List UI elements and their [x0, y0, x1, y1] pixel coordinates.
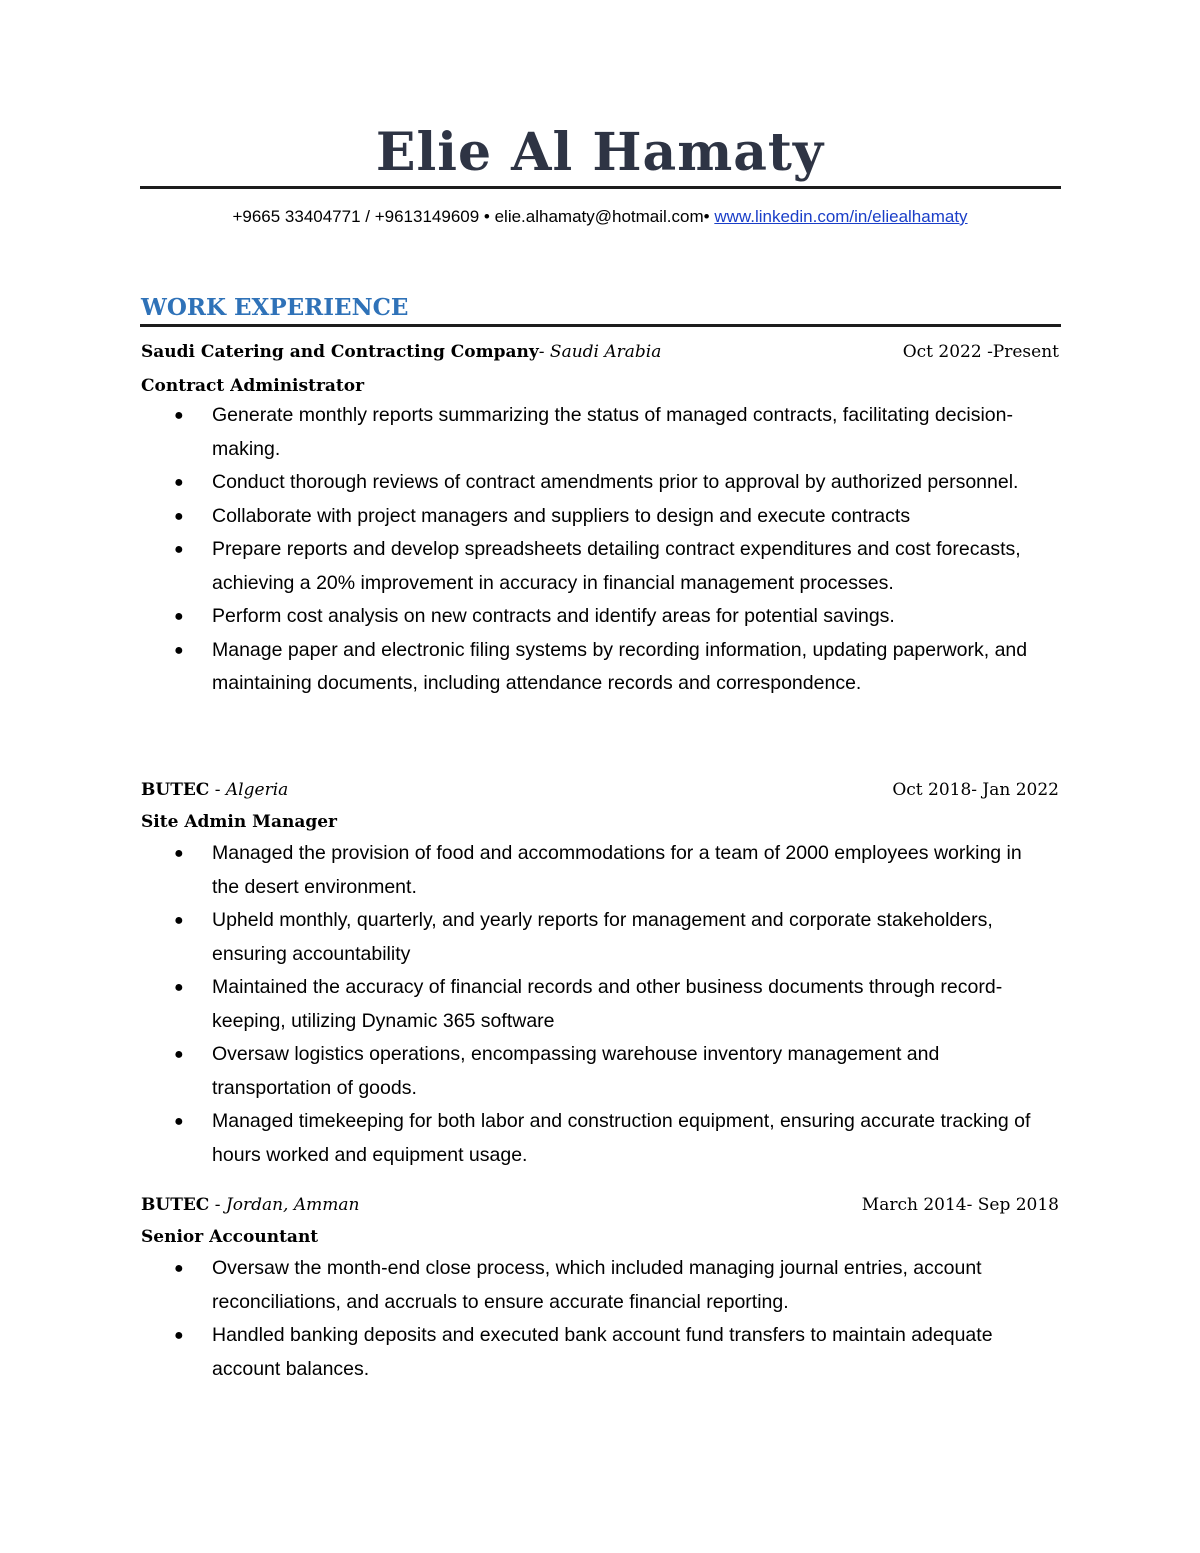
bullet-text: Generate monthly reports summarizing the status of managed contracts, facilitating decision-making. [212, 404, 1013, 460]
list-item [141, 533, 1061, 600]
bullet-icon: ● [174, 845, 184, 862]
company-separator: - [538, 342, 550, 362]
job-header [141, 338, 1059, 366]
contact-details: +9665 33404771 / +9613149609 • elie.alhamaty@hotmail.com• [232, 207, 715, 226]
company-separator: - [209, 1195, 226, 1215]
bullet-icon: ● [174, 407, 184, 424]
job-title: Contract Administrator [141, 376, 365, 396]
bullet-text: Collaborate with project managers and suppliers to design and execute contracts [212, 504, 911, 527]
bullet-icon: ● [174, 912, 184, 929]
list-item [141, 1252, 1061, 1319]
section-divider [140, 324, 1061, 327]
header-divider [140, 186, 1061, 189]
list-item [141, 1038, 1061, 1105]
bullet-icon: ● [174, 979, 184, 996]
bullet-icon: ● [174, 541, 184, 558]
bullet-text: Managed timekeeping for both labor and construction equipment, ensuring accurate tracking of hours worked and equipment usage. [212, 1110, 1031, 1166]
bullet-icon: ● [174, 1046, 184, 1063]
job-dates: Oct 2018- Jan 2022 [892, 780, 1059, 800]
bullet-icon: ● [174, 474, 184, 491]
list-item [141, 837, 1061, 904]
linkedin-link[interactable]: www.linkedin.com/in/eliealhamaty [714, 207, 968, 226]
list-item [141, 971, 1061, 1038]
bullet-icon: ● [174, 1260, 184, 1277]
bullet-text: Maintained the accuracy of financial records and other business documents through record-keeping, utilizing Dynamic 365 software [212, 976, 1003, 1032]
job-dates: Oct 2022 -Present [902, 342, 1059, 362]
company-name: Saudi Catering and Contracting Company [141, 342, 539, 362]
section-title-work-experience: WORK EXPERIENCE [141, 294, 409, 321]
list-item [141, 1319, 1061, 1386]
bullet-text: Handled banking deposits and executed bank account fund transfers to maintain adequate account balances. [212, 1324, 993, 1380]
list-item [141, 1105, 1061, 1172]
bullet-icon: ● [174, 1327, 184, 1344]
job-dates: March 2014- Sep 2018 [861, 1195, 1059, 1215]
candidate-name: Elie Al Hamaty [375, 122, 825, 183]
bullet-icon: ● [174, 507, 184, 525]
company-name: BUTEC [141, 1195, 210, 1215]
bullet-icon: ● [174, 608, 184, 625]
list-item [141, 600, 1061, 634]
bullet-text: Oversaw the month-end close process, which included managing journal entries, account reconciliations, and accruals to ensure accurate financial reporting. [212, 1257, 982, 1313]
bullet-text: Perform cost analysis on new contracts and identify areas for potential savings. [212, 605, 895, 627]
job-location: Saudi Arabia [549, 342, 662, 362]
bullet-text: Managed the provision of food and accommodations for a team of 2000 employees working in the desert environment. [212, 842, 1022, 898]
job-bullet-list [141, 1252, 1061, 1386]
job-header [141, 776, 1059, 804]
bullet-text: Upheld monthly, quarterly, and yearly reports for management and corporate stakeholders, ensuring accountability [212, 909, 993, 965]
contact-line [140, 205, 1060, 229]
job-bullet-list [141, 837, 1061, 1172]
bullet-text: Conduct thorough reviews of contract amendments prior to approval by authorized personnel. [212, 471, 1019, 493]
job-title: Site Admin Manager [141, 812, 337, 832]
job-header [141, 1191, 1059, 1219]
bullet-icon: ● [174, 641, 184, 659]
job-title: Senior Accountant [141, 1227, 319, 1247]
job-location: Jordan, Amman [225, 1195, 360, 1215]
bullet-text: Oversaw logistics operations, encompassing warehouse inventory management and transportation of goods. [212, 1043, 940, 1099]
bullet-text: Manage paper and electronic filing systems by recording information, updating paperwork, and maintaining documents, including attendance records and correspondence. [212, 638, 1028, 694]
company-separator: - [209, 780, 226, 800]
list-item [141, 399, 1061, 466]
bullet-icon: ● [174, 1113, 184, 1130]
bullet-text: Prepare reports and develop spreadsheets detailing contract expenditures and cost forecasts, achieving a 20% improvement in accuracy in financial management processes. [212, 538, 1021, 594]
list-item [141, 634, 1061, 701]
list-item [141, 466, 1061, 500]
job-bullet-list [141, 399, 1061, 701]
list-item [141, 904, 1061, 971]
list-item [141, 500, 1061, 534]
company-name: BUTEC [141, 780, 210, 800]
job-location: Algeria [225, 780, 289, 800]
